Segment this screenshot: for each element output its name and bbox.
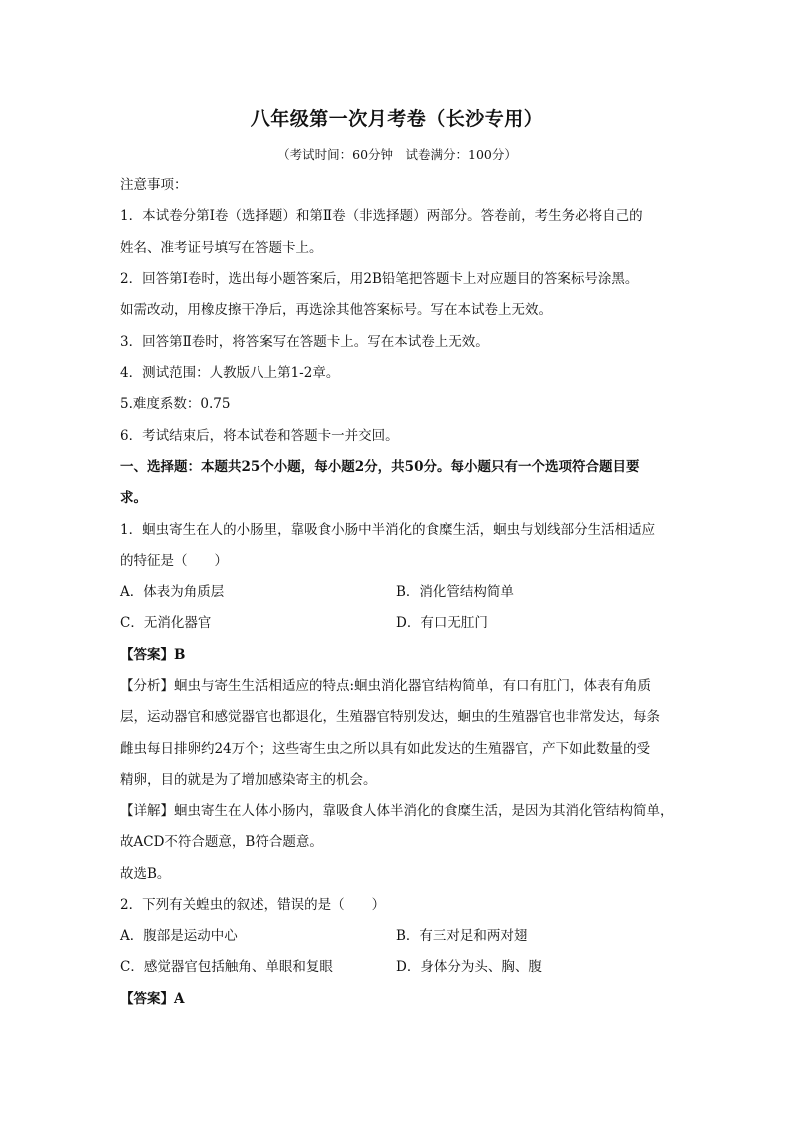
q1-detail-line: 故ACD不符合题意，B符合题意。: [120, 834, 323, 850]
q1-analysis-line: 精卵，目的就是为了增加感染寄主的机会。: [120, 772, 377, 788]
q2-option-c: C．感觉器官包括触角、单眼和复眼: [120, 959, 333, 975]
q2-option-b: B．有三对足和两对翅: [396, 928, 528, 944]
q2-option-d: D．身体分为头、胸、腹: [396, 959, 542, 975]
section-heading: 一、选择题：本题共25个小题，每小题2分，共50分。每小题只有一个选项符合题目要: [120, 459, 640, 475]
exam-info: （考试时间：60分钟 试卷满分：100分）: [277, 147, 517, 162]
notice-item: 3．回答第Ⅱ卷时，将答案写在答题卡上。写在本试卷上无效。: [120, 334, 489, 350]
notice-item: 姓名、准考证号填写在答题卡上。: [120, 240, 323, 256]
question-1-stem: 1．蛔虫寄生在人的小肠里，靠吸食小肠中半消化的食糜生活，蛔虫与划线部分生活相适应: [120, 522, 656, 538]
section-heading-cont: 求。: [120, 490, 147, 506]
q1-option-b: B．消化管结构简单: [396, 584, 514, 600]
q1-analysis-line: 雌虫每日排卵约24万个；这些寄生虫之所以具有如此发达的生殖器官，产下如此数量的受: [120, 741, 651, 757]
notice-item: 1．本试卷分第Ⅰ卷（选择题）和第Ⅱ卷（非选择题）两部分。答卷前，考生务必将自己的: [120, 208, 643, 224]
q1-detail-line: 【详解】蛔虫寄生在人体小肠内，靠吸食人体半消化的食糜生活，是因为其消化管结构简单，: [120, 803, 674, 819]
notice-heading: 注意事项：: [120, 177, 188, 193]
q2-option-a: A．腹部是运动中心: [120, 928, 238, 944]
notice-item: 4．测试范围：人教版八上第1-2章。: [120, 365, 340, 381]
q1-answer: 【答案】B: [120, 647, 186, 663]
q1-analysis-line: 【分析】蛔虫与寄生生活相适应的特点:蛔虫消化器官结构简单，有口有肛门，体表有角质: [120, 678, 652, 694]
question-2-stem: 2．下列有关蝗虫的叙述，错误的是（ ）: [120, 897, 386, 913]
q2-answer: 【答案】A: [120, 991, 185, 1007]
q1-detail-line: 故选B。: [120, 866, 171, 882]
notice-item: 5.难度系数：0.75: [120, 396, 231, 412]
question-1-stem-cont: 的特征是（ ）: [120, 553, 228, 569]
q1-option-a: A．体表为角质层: [120, 584, 225, 600]
page-title: 八年级第一次月考卷（长沙专用）: [250, 108, 544, 130]
notice-item: 2．回答第Ⅰ卷时，选出每小题答案后，用2B铅笔把答题卡上对应题目的答案标号涂黑。: [120, 271, 639, 287]
q1-option-d: D．有口无肛门: [396, 615, 488, 631]
q1-analysis-line: 层，运动器官和感觉器官也都退化，生殖器官特别发达，蛔虫的生殖器官也非常发达，每条: [120, 709, 660, 725]
notice-item: 如需改动，用橡皮擦干净后，再选涂其他答案标号。写在本试卷上无效。: [120, 302, 552, 318]
notice-item: 6．考试结束后，将本试卷和答题卡一并交回。: [120, 428, 399, 444]
q1-option-c: C．无消化器官: [120, 615, 212, 631]
